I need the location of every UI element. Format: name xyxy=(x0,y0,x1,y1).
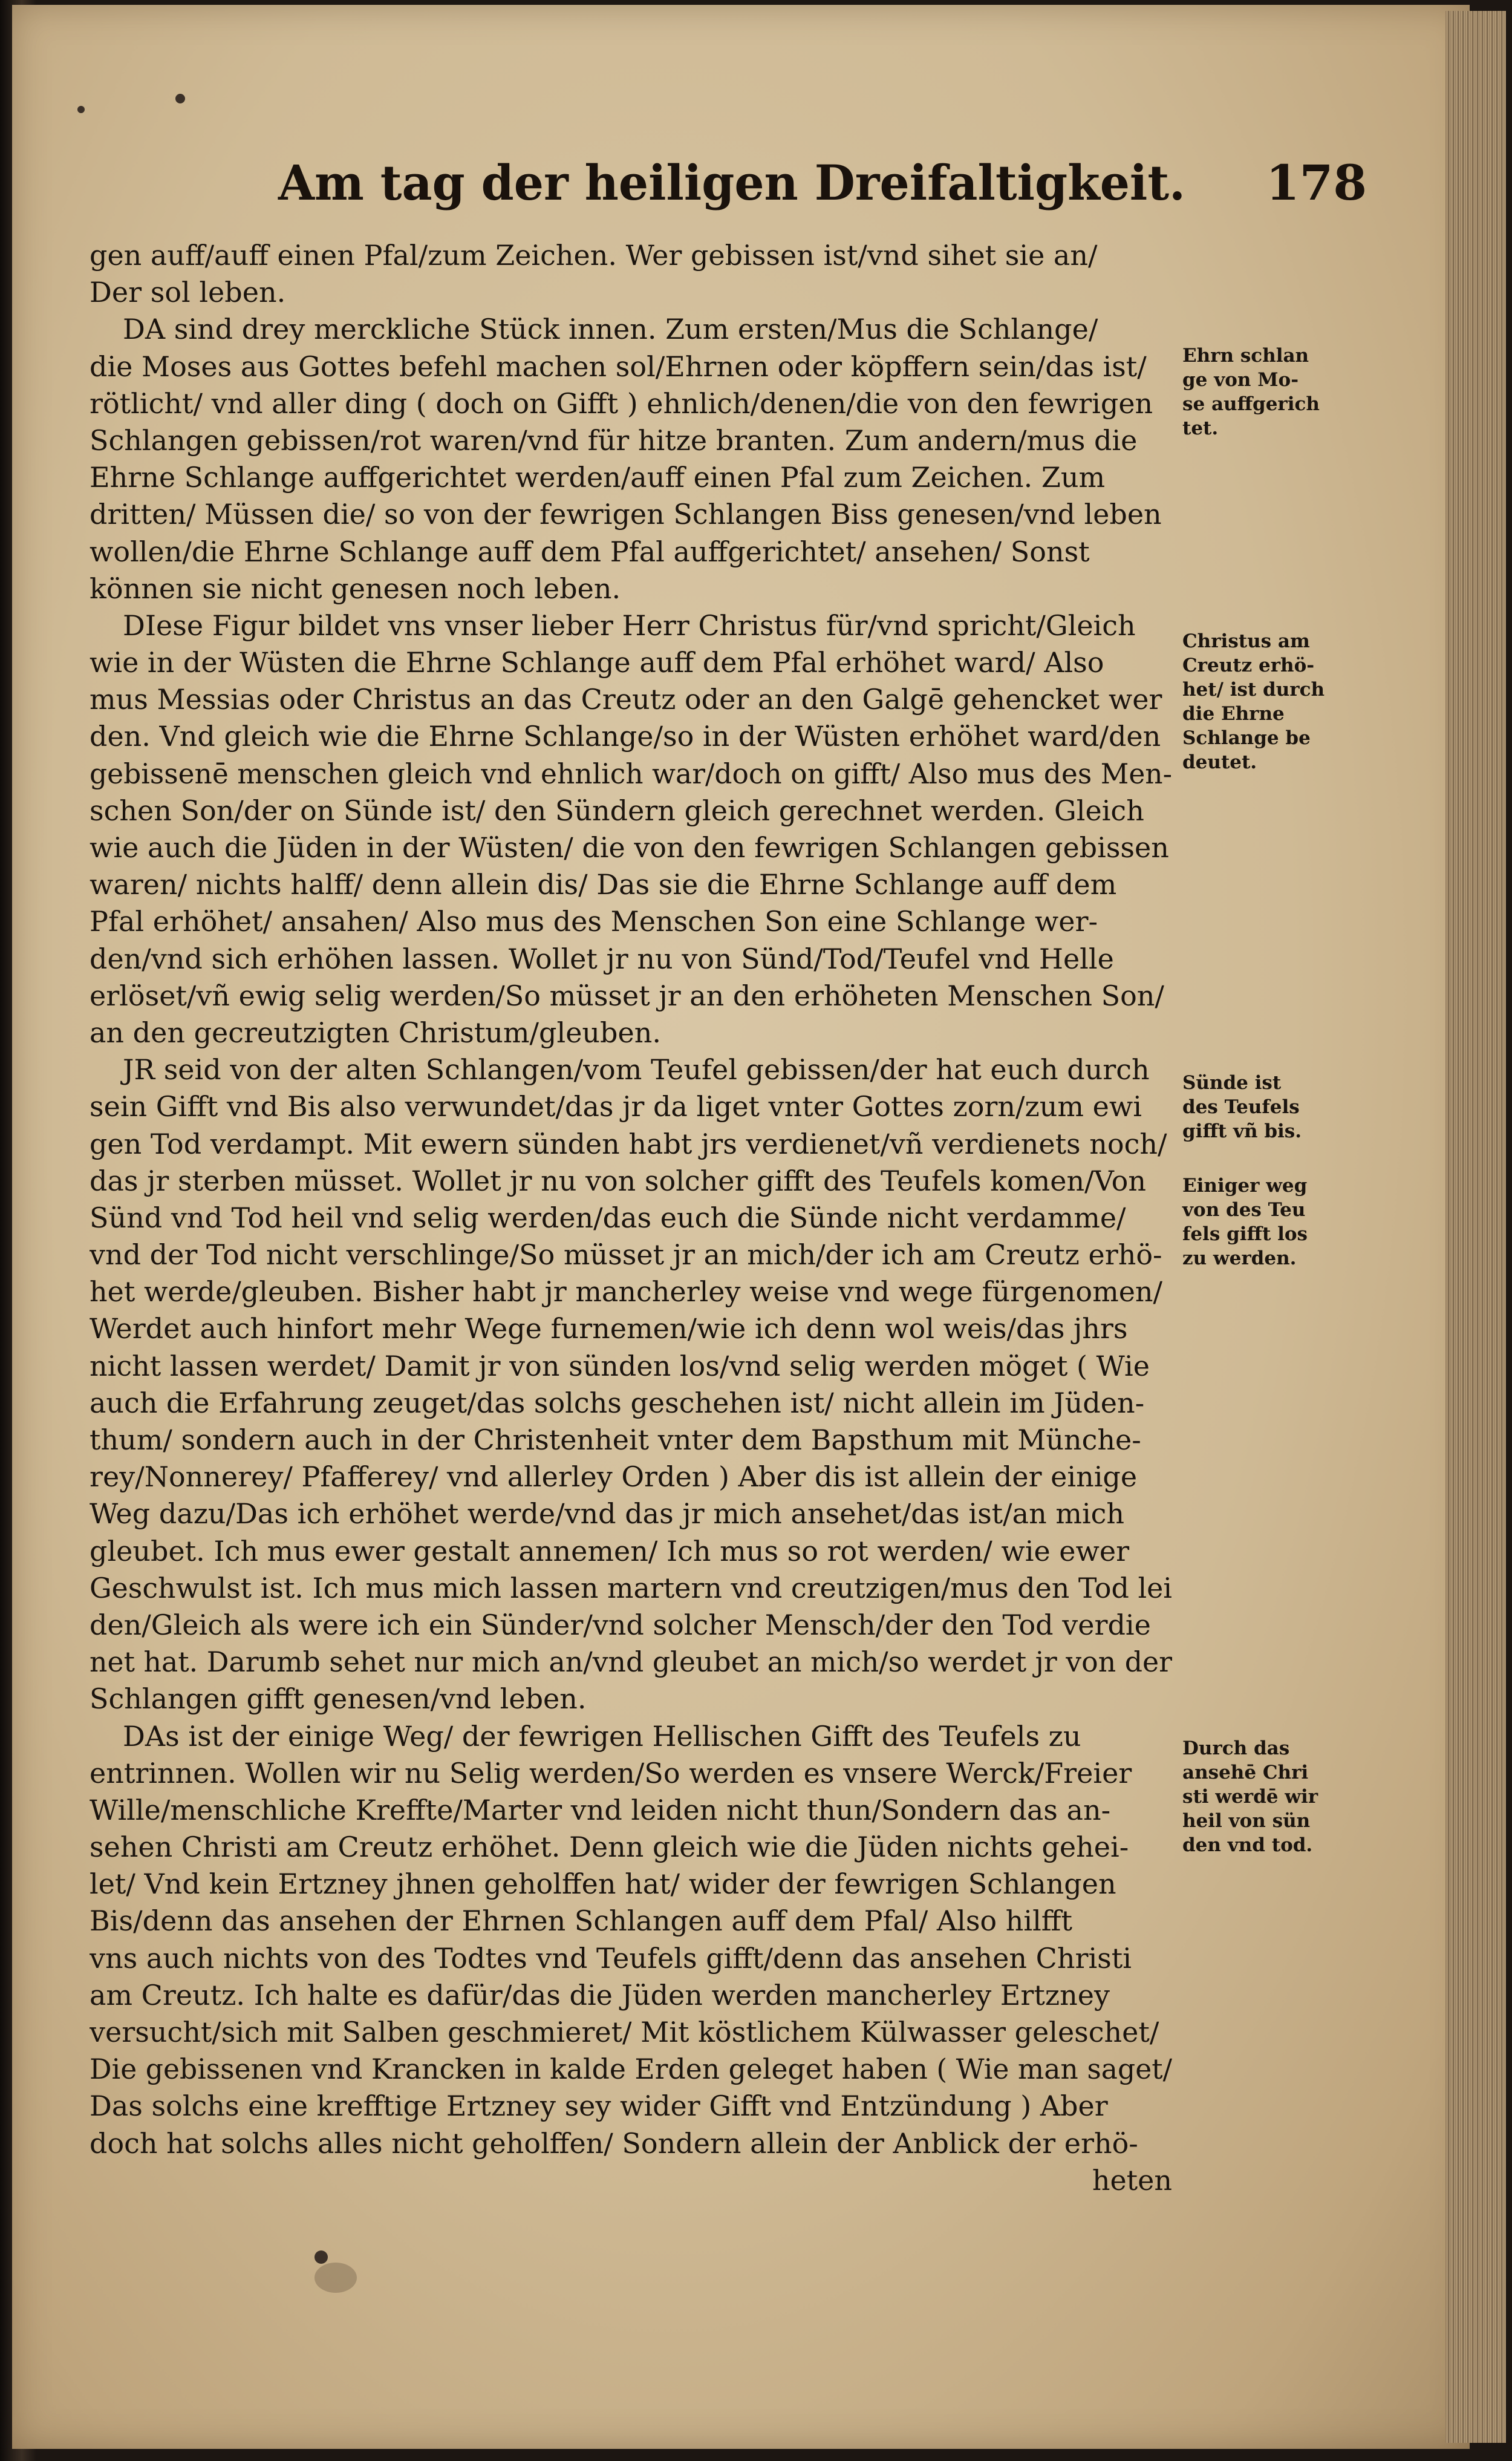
margin-note-line: tet. xyxy=(1182,417,1219,439)
text-line: vnd der Tod nicht verschlinge/So müsset jr an mich/der ich am Creutz erhö- xyxy=(90,1238,1162,1272)
margin-note-line: het/ ist durch xyxy=(1182,679,1325,701)
text-line: Geschwulst ist. Ich mus mich lassen martern vnd creutzigen/mus den Tod lei xyxy=(90,1571,1172,1604)
text-line: rötlicht/ vnd aller ding ( doch on Gifft ) ehnlich/denen/die von den fewrigen xyxy=(90,387,1153,420)
text-line: net hat. Darumb sehet nur mich an/vnd gleubet an mich/so werdet jr von der xyxy=(90,1646,1172,1679)
margin-note-line: Christus am xyxy=(1182,630,1310,652)
margin-note xyxy=(1182,1736,1340,1857)
margin-note-line: den vnd tod. xyxy=(1182,1834,1313,1856)
margin-note-line: Einiger weg xyxy=(1182,1175,1308,1197)
text-line: rey/Nonnerey/ Pfafferey/ vnd allerley Orden ) Aber dis ist allein der einige xyxy=(90,1460,1138,1494)
text-line: nicht lassen werdet/ Damit jr von sünden los/vnd selig werden möget ( Wie xyxy=(90,1349,1150,1382)
margin-note-line: ansehē Chri xyxy=(1182,1762,1309,1783)
margin-note-line: Creutz erhö- xyxy=(1182,655,1315,676)
text-line: an den gecreutzigten Christum/gleuben. xyxy=(90,1016,661,1049)
text-line: entrinnen. Wollen wir nu Selig werden/So werden es vnsere Werck/Freier xyxy=(90,1756,1132,1789)
margin-note-line: die Ehrne xyxy=(1182,703,1285,725)
margin-note xyxy=(1182,1071,1340,1143)
text-line: DA sind drey merckliche Stück innen. Zum ersten/Mus die Schlange/ xyxy=(123,313,1098,346)
text-line: erlöset/vñ ewig selig werden/So müsset jr an den erhöheten Menschen Son/ xyxy=(90,979,1164,1012)
margin-note-line: deutet. xyxy=(1182,751,1257,773)
body-text-block xyxy=(90,237,1172,2199)
text-line: Ehrne Schlange auffgerichtet werden/auff einen Pfal zum Zeichen. Zum xyxy=(90,461,1106,494)
text-line: Schlangen gifft genesen/vnd leben. xyxy=(90,1682,587,1716)
text-line: die Moses aus Gottes befehl machen sol/Ehrnen oder köpffern sein/das ist/ xyxy=(90,350,1147,383)
margin-note-line: des Teufels xyxy=(1182,1096,1300,1118)
margin-note-line: sti werdē wir xyxy=(1182,1786,1318,1808)
running-header xyxy=(266,154,1367,221)
text-line: vns auch nichts von des Todtes vnd Teufels gifft/denn das ansehen Christi xyxy=(90,1941,1132,1975)
margin-note-line: se auffgerich xyxy=(1182,393,1320,415)
margin-note-line: fels gifft los xyxy=(1182,1223,1308,1245)
text-line: versucht/sich mit Salben geschmieret/ Mit köstlichem Külwasser geleschet/ xyxy=(90,2016,1159,2048)
margin-note-line: Sünde ist xyxy=(1182,1072,1282,1094)
margin-note-line: Ehrn schlan xyxy=(1182,345,1309,367)
margin-note-line: gifft vñ bis. xyxy=(1182,1120,1302,1142)
page-title: Am tag der heiligen Dreifaltigkeit. xyxy=(278,154,1185,211)
text-line: wollen/die Ehrne Schlange auff dem Pfal auffgerichtet/ ansehen/ Sonst xyxy=(90,535,1090,568)
ink-speck xyxy=(77,106,85,113)
text-line: das jr sterben müsset. Wollet jr nu von solcher gifft des Teufels komen/Von xyxy=(90,1164,1146,1197)
margin-note xyxy=(1182,344,1340,440)
ink-speck xyxy=(175,94,185,103)
text-line: let/ Vnd kein Ertzney jhnen geholffen hat/ wider der fewrigen Schlangen xyxy=(90,1868,1116,1901)
text-line: auch die Erfahrung zeuget/das solchs geschehen ist/ nicht allein im Jüden- xyxy=(90,1386,1145,1419)
text-line: gebissenē menschen gleich vnd ehnlich war/doch on gifft/ Also mus des Men- xyxy=(90,757,1172,790)
margin-note xyxy=(1182,1174,1340,1270)
text-line: Der sol leben. xyxy=(90,276,286,309)
margin-note-line: zu werden. xyxy=(1182,1247,1297,1269)
text-line: Bis/denn das ansehen der Ehrnen Schlangen auff dem Pfal/ Also hilfft xyxy=(90,1904,1072,1938)
text-line: den. Vnd gleich wie die Ehrne Schlange/so in der Wüsten erhöhet ward/den xyxy=(90,720,1161,753)
text-line: Pfal erhöhet/ ansahen/ Also mus des Menschen Son eine Schlange wer- xyxy=(90,905,1098,938)
text-line: gen Tod verdampt. Mit ewern sünden habt jrs verdienet/vñ verdienets noch/ xyxy=(90,1127,1167,1160)
text-line: het werde/gleuben. Bisher habt jr mancherley weise vnd wege fürgenomen/ xyxy=(90,1275,1163,1309)
text-line: wie in der Wüsten die Ehrne Schlange auff dem Pfal erhöhet ward/ Also xyxy=(90,646,1104,679)
text-line: Sünd vnd Tod heil vnd selig werden/das euch die Sünde nicht verdamme/ xyxy=(90,1201,1126,1234)
text-line: schen Son/der on Sünde ist/ den Sündern gleich gerechnet werden. Gleich xyxy=(90,794,1144,827)
text-line: sehen Christi am Creutz erhöhet. Denn gleich wie die Jüden nichts gehei- xyxy=(90,1831,1129,1864)
text-line: können sie nicht genesen noch leben. xyxy=(90,572,621,605)
text-line: JR seid von der alten Schlangen/vom Teufel gebissen/der hat euch durch xyxy=(123,1053,1150,1087)
paper-stain xyxy=(314,2263,357,2293)
text-line: den/vnd sich erhöhen lassen. Wollet jr nu von Sünd/Tod/Teufel vnd Helle xyxy=(90,942,1114,975)
text-line: waren/ nichts halff/ denn allein dis/ Das sie die Ehrne Schlange auff dem xyxy=(90,868,1117,901)
text-line: am Creutz. Ich halte es dafür/das die Jüden werden mancherley Ertzney xyxy=(90,1978,1110,2012)
text-line: gleubet. Ich mus ewer gestalt annemen/ Ich mus so rot werden/ wie ewer xyxy=(90,1534,1130,1567)
margin-note-line: heil von sün xyxy=(1182,1810,1311,1832)
ink-speck xyxy=(314,2250,328,2264)
margin-note xyxy=(1182,629,1340,774)
text-line: dritten/ Müssen die/ so von der fewrigen Schlangen Biss genesen/vnd leben xyxy=(90,498,1162,531)
page-fore-edge xyxy=(1445,11,1506,2443)
margin-note-line: Durch das xyxy=(1182,1737,1290,1759)
text-line: DAs ist der einige Weg/ der fewrigen Hellischen Gifft des Teufels zu xyxy=(123,1719,1081,1753)
text-line: DIese Figur bildet vns vnser lieber Herr Christus für/vnd spricht/Gleich xyxy=(123,609,1136,642)
text-line: Werdet auch hinfort mehr Wege furnemen/wie ich denn wol weis/das jhrs xyxy=(90,1312,1128,1345)
margin-note-line: von des Teu xyxy=(1182,1199,1306,1221)
text-line: thum/ sondern auch in der Christenheit vnter dem Bapsthum mit Münche- xyxy=(90,1423,1141,1456)
text-line: doch hat solchs alles nicht geholffen/ Sondern allein der Anblick der erhö- xyxy=(90,2126,1138,2160)
text-line: Schlangen gebissen/rot waren/vnd für hitze branten. Zum andern/mus die xyxy=(90,423,1138,457)
margin-note-line: ge von Mo- xyxy=(1182,369,1299,391)
text-line: mus Messias oder Christus an das Creutz oder an den Galgē gehencket wer xyxy=(90,683,1162,716)
text-line: Weg dazu/Das ich erhöhet werde/vnd das jr mich ansehet/das ist/an mich xyxy=(90,1497,1125,1531)
text-line: den/Gleich als were ich ein Sünder/vnd solcher Mensch/der den Tod verdie xyxy=(90,1608,1151,1641)
text-line: Wille/menschliche Kreffte/Marter vnd leiden nicht thun/Sondern das an- xyxy=(90,1793,1111,1826)
text-line: Das solchs eine krefftige Ertzney sey wider Gifft vnd Entzündung ) Aber xyxy=(90,2090,1108,2123)
folio-number: 178 xyxy=(1266,154,1367,211)
margin-note-line: Schlange be xyxy=(1182,727,1311,749)
text-line: Die gebissenen vnd Krancken in kalde Erden geleget haben ( Wie man saget/ xyxy=(90,2053,1172,2086)
text-line: heten xyxy=(1092,2163,1172,2197)
text-line: wie auch die Jüden in der Wüsten/ die von den fewrigen Schlangen gebissen xyxy=(90,831,1169,864)
text-line: gen auff/auff einen Pfal/zum Zeichen. Wer gebissen ist/vnd sihet sie an/ xyxy=(90,239,1098,272)
text-line: sein Gifft vnd Bis also verwundet/das jr da liget vnter Gottes zorn/zum ewi xyxy=(90,1090,1142,1123)
